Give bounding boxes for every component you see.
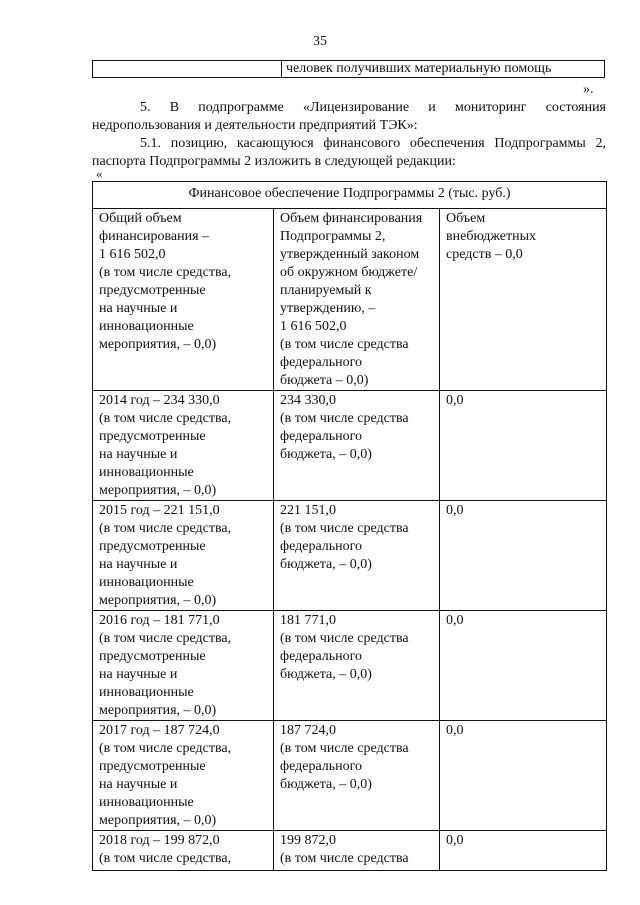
financing-table xyxy=(92,181,607,871)
cell-text-line: мероприятия, – 0,0) xyxy=(99,483,217,498)
cell-text-line: (в том числе средства xyxy=(280,411,409,426)
cell-text-line: Общий объем xyxy=(99,211,182,226)
closing-quote: ». xyxy=(583,82,594,97)
cell-text-line: Подпрограммы 2, xyxy=(280,229,386,244)
cell-text-line: 0,0 xyxy=(446,723,464,738)
cell-text-line: бюджета, – 0,0) xyxy=(280,667,372,682)
table-row xyxy=(93,61,605,78)
table-cell xyxy=(440,209,607,391)
cell-text-line: (в том числе средства, xyxy=(99,741,232,756)
paragraph-5-1-line-1: 5.1. позицию, касающуюся финансового обеспечения Подпрограммы 2, xyxy=(140,136,606,151)
cell-text-line: инновационные xyxy=(99,319,194,334)
cell-text-line: мероприятия, – 0,0) xyxy=(99,593,217,608)
table-row xyxy=(93,501,607,611)
table-row xyxy=(93,611,607,721)
cell-text-line: федерального xyxy=(280,759,363,774)
table-cell xyxy=(274,721,440,831)
cell-text-line: 2015 год – 221 151,0 xyxy=(99,503,220,518)
cell-text-line: предусмотренные xyxy=(99,283,206,298)
cell-text-line: (в том числе средства xyxy=(280,631,409,646)
cell-text-line: бюджета, – 0,0) xyxy=(280,447,372,462)
table-cell xyxy=(93,501,274,611)
cell-text-line: 0,0 xyxy=(446,503,464,518)
table-cell xyxy=(274,209,440,391)
cell-text-line: 2018 год – 199 872,0 xyxy=(99,833,220,848)
table-cell xyxy=(93,391,274,501)
table-cell xyxy=(93,611,274,721)
table-caption-row xyxy=(93,182,607,209)
cell-text-line: (в том числе средства, xyxy=(99,851,232,866)
cell-text-line: инновационные xyxy=(99,795,194,810)
paragraph-5-line-2: недропользования и деятельности предприятий ТЭК»: xyxy=(92,118,418,133)
cell-text-line: мероприятия, – 0,0) xyxy=(99,337,217,352)
cell-text-line: на научные и xyxy=(99,301,178,316)
cell-text-line: на научные и xyxy=(99,777,178,792)
table-cell xyxy=(440,721,607,831)
table-cell xyxy=(440,391,607,501)
table-cell xyxy=(440,501,607,611)
table-row xyxy=(93,391,607,501)
cell-text-line: бюджета – 0,0) xyxy=(280,373,369,388)
cell-text-line: (в том числе средства xyxy=(280,741,409,756)
cell-text-line: внебюджетных xyxy=(446,229,537,244)
paragraph-5-1-line-2: паспорта Подпрограммы 2 изложить в следующей редакции: xyxy=(92,154,456,169)
cell-text-line: (в том числе средства xyxy=(280,337,409,352)
table-cell xyxy=(93,721,274,831)
cell-text-line: средств – 0,0 xyxy=(446,247,523,262)
table-cell xyxy=(274,611,440,721)
cell-text-line: 221 151,0 xyxy=(280,503,336,518)
cell-text-line: инновационные xyxy=(99,575,194,590)
cell-text-line: федерального xyxy=(280,539,363,554)
table-cell xyxy=(93,209,274,391)
cell-text-line: на научные и xyxy=(99,447,178,462)
table-row xyxy=(93,831,607,871)
table-cell xyxy=(274,391,440,501)
cell-text-line: 2014 год – 234 330,0 xyxy=(99,393,220,408)
table-cell: человек получивших материальную помощь xyxy=(282,61,605,78)
cell-text-line: 181 771,0 xyxy=(280,613,336,628)
cell-text-line: на научные и xyxy=(99,667,178,682)
table-cell xyxy=(93,61,282,78)
cell-text-line: бюджета, – 0,0) xyxy=(280,557,372,572)
page-number: 35 xyxy=(313,34,327,49)
cell-text-line: 234 330,0 xyxy=(280,393,336,408)
cell-text-line: планируемый к xyxy=(280,283,372,298)
cell-text-line: (в том числе средства, xyxy=(99,411,232,426)
cell-text-line: финансирования – xyxy=(99,229,210,244)
cell-text-line: предусмотренные xyxy=(99,649,206,664)
table-caption: Финансовое обеспечение Подпрограммы 2 (тыс. руб.) xyxy=(93,182,607,209)
cell-text-line: (в том числе средства, xyxy=(99,521,232,536)
table-cell xyxy=(440,611,607,721)
cell-text-line: (в том числе средства xyxy=(280,851,409,866)
table-cell xyxy=(274,831,440,871)
cell-text-line: (в том числе средства, xyxy=(99,631,232,646)
cell-text-line: 199 872,0 xyxy=(280,833,336,848)
cell-text-line: 0,0 xyxy=(446,833,464,848)
cell-text-line: инновационные xyxy=(99,465,194,480)
cell-text-line: 0,0 xyxy=(446,393,464,408)
cell-text-line: федерального xyxy=(280,429,363,444)
cell-text-line: об окружном бюджете/ xyxy=(280,265,418,280)
cell-text-line: 0,0 xyxy=(446,613,464,628)
cell-text-line: предусмотренные xyxy=(99,539,206,554)
cell-text-line: 1 616 502,0 xyxy=(280,319,347,334)
table-cell xyxy=(440,831,607,871)
paragraph-5-line-1: 5. В подпрограмме «Лицензирование и мониторинг состояния xyxy=(140,100,606,115)
continuation-table xyxy=(92,60,605,78)
cell-text-line: мероприятия, – 0,0) xyxy=(99,813,217,828)
cell-text-line: утверждению, – xyxy=(280,301,376,316)
table-cell xyxy=(93,831,274,871)
cell-text-line: федерального xyxy=(280,649,363,664)
cell-text-line: федерального xyxy=(280,355,363,370)
cell-text-line: 187 724,0 xyxy=(280,723,336,738)
table-cell xyxy=(274,501,440,611)
cell-text-line: 2016 год – 181 771,0 xyxy=(99,613,220,628)
cell-text-line: (в том числе средства xyxy=(280,521,409,536)
cell-text-line: Объем xyxy=(446,211,486,226)
cell-text-line: мероприятия, – 0,0) xyxy=(99,703,217,718)
cell-text-line: утвержденный законом xyxy=(280,247,420,262)
cell-text-line: 1 616 502,0 xyxy=(99,247,166,262)
cell-text-line: 2017 год – 187 724,0 xyxy=(99,723,220,738)
table-header-row xyxy=(93,209,607,391)
cell-text-line: (в том числе средства, xyxy=(99,265,232,280)
cell-text-line: предусмотренные xyxy=(99,759,206,774)
table-row xyxy=(93,721,607,831)
cell-text-line: бюджета, – 0,0) xyxy=(280,777,372,792)
cell-text-line: инновационные xyxy=(99,685,194,700)
cell-text-line: Объем финансирования xyxy=(280,211,423,226)
opening-quote: « xyxy=(96,166,103,181)
cell-text-line: на научные и xyxy=(99,557,178,572)
cell-text-line: предусмотренные xyxy=(99,429,206,444)
